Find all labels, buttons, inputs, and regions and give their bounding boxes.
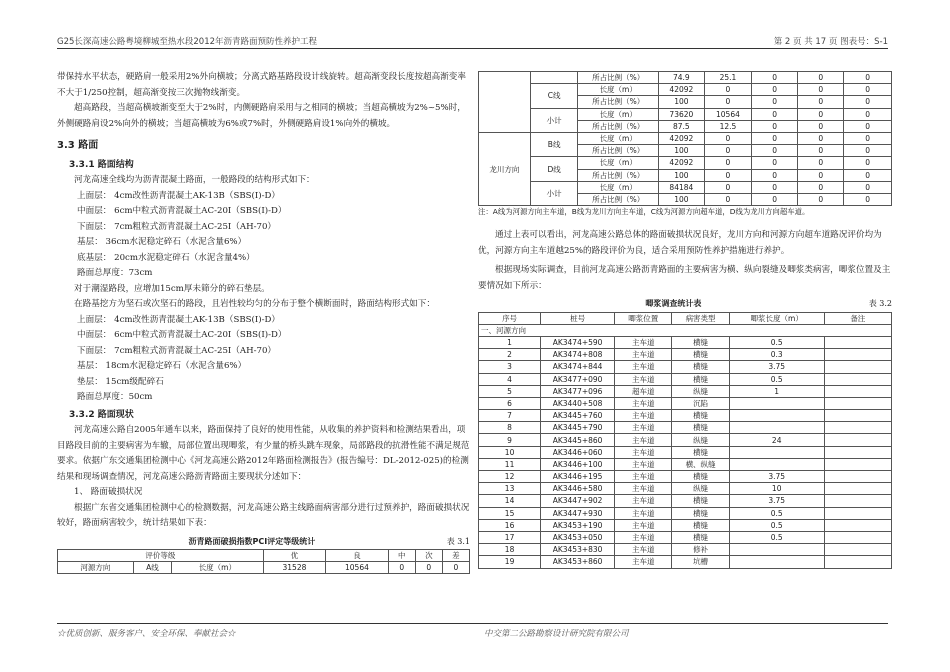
table-cell: 24 — [729, 434, 824, 446]
table-cell: 主车道 — [615, 531, 672, 543]
header-divider — [57, 48, 888, 49]
structure-line: 上面层： 4cm改性沥青混凝土AK-13B（SBS(I)-D） — [77, 190, 281, 201]
table-cell: 主车道 — [615, 397, 672, 409]
table-cell: 主车道 — [615, 507, 672, 519]
table-cell: AK3474+590 — [541, 336, 615, 348]
left-column — [57, 70, 470, 574]
table-cell — [729, 397, 824, 409]
table-cell: 0 — [704, 157, 751, 169]
table-row — [479, 446, 892, 458]
table-cell: AK3446+195 — [541, 471, 615, 483]
paragraph: 超高路段，当超高横坡渐变至大于2%时，内侧硬路肩采用与之相同的横坡；当超高横坡为2%~5%时，外侧硬路肩设2%向外的横坡；当超高横坡为6%或7%时，外侧硬路肩设1%向外的横坡。 — [57, 103, 466, 129]
paragraph: 通过上表可以看出，河龙高速公路总体的路面破损状况良好，龙川方向和河源方向超车道路况评价均为优，河源方向主车道越25%的路段评价为良，适合采用预防性养护措施进行养护。 — [478, 230, 882, 256]
table-cell: 42092 — [658, 84, 704, 96]
table-row — [479, 349, 892, 361]
pci-table — [57, 549, 470, 574]
table-cell — [824, 422, 891, 434]
table-cell: 0 — [844, 193, 892, 205]
table-cell: D线 — [530, 157, 578, 181]
table-cell: AK3445+790 — [541, 422, 615, 434]
table-cell: 14 — [479, 495, 541, 507]
table-cell: 8 — [479, 422, 541, 434]
table-cell: 主车道 — [615, 556, 672, 568]
table-cell: 横缝 — [672, 422, 729, 434]
table-cell: 主车道 — [615, 458, 672, 470]
table-cell: 0 — [798, 72, 844, 84]
table-cell: 0.5 — [729, 507, 824, 519]
table-cell: 0 — [752, 181, 798, 193]
table-cell: 0 — [798, 181, 844, 193]
paragraph: 带保持水平状态，硬路肩一般采用2%外向横坡；分离式路基路段设计线旋转。超高渐变段长度按超高渐变率不大于1/250控制，超高渐变按三次抛物线渐变。 — [57, 72, 466, 98]
table-cell: 0 — [752, 84, 798, 96]
table-cell: 19 — [479, 556, 541, 568]
table-cell: 31528 — [263, 562, 326, 574]
table-cell: 0 — [752, 132, 798, 144]
table-cell: 纵缝 — [672, 434, 729, 446]
table-cell: 长度（m） — [578, 181, 659, 193]
list-item-heading: 1、 路面破损状况 — [74, 487, 143, 497]
table-cell: 横缝 — [672, 507, 729, 519]
table-cell: 0 — [752, 145, 798, 157]
table-cell: 修补 — [672, 544, 729, 556]
table-group-row — [479, 324, 892, 336]
table-cell: 0 — [844, 132, 892, 144]
table-cell: 长度（m） — [578, 157, 659, 169]
table-cell: 0 — [704, 169, 751, 181]
structure-line: 基层： 18cm水泥稳定碎石（水泥含量6%） — [77, 361, 247, 371]
table-cell: 0 — [752, 96, 798, 108]
table-cell: 0 — [798, 193, 844, 205]
table-cell: 0 — [844, 157, 892, 169]
table-cell: 横缝 — [672, 410, 729, 422]
table-cell — [824, 519, 891, 531]
table-cell: 纵缝 — [672, 385, 729, 397]
table-cell: 0 — [704, 193, 751, 205]
table-cell: 0 — [704, 181, 751, 193]
table-note: 注：A线为河源方向主车道，B线为龙川方向主车道，C线为河源方向超车道，D线为龙川方向超车道。 — [478, 207, 810, 217]
table-header-cell: 差 — [442, 550, 469, 562]
table-number: 表 3.2 — [868, 299, 892, 309]
table-header-cell: 唧浆位置 — [615, 312, 672, 324]
table-cell: 0 — [844, 181, 892, 193]
table-cell: AK3445+760 — [541, 410, 615, 422]
structure-line: 下面层： 7cm粗粒式沥青混凝土AC-25I（AH-70） — [77, 345, 277, 356]
table-cell — [824, 458, 891, 470]
subsection-heading: 3.3.2 路面现状 — [69, 409, 134, 420]
table-cell: 主车道 — [615, 349, 672, 361]
table-cell: 主车道 — [615, 446, 672, 458]
table-cell — [824, 361, 891, 373]
structure-line: 基层： 36cm水泥稳定碎石（水泥含量6%） — [77, 237, 247, 247]
table-cell: AK3445+860 — [541, 434, 615, 446]
table-cell: 0 — [844, 120, 892, 132]
footer-divider — [57, 623, 888, 624]
table-cell: 1 — [479, 336, 541, 348]
paragraph: 对于潮湿路段，应增加15cm厚未筛分的碎石垫层。 — [74, 283, 270, 294]
table-cell: 主车道 — [615, 336, 672, 348]
table-cell: 4 — [479, 373, 541, 385]
table-cell: 18 — [479, 544, 541, 556]
structure-line: 底基层： 20cm水泥稳定碎石（水泥含量4%） — [77, 252, 255, 263]
table-cell: 龙川方向 — [479, 132, 531, 205]
table-row — [479, 556, 892, 568]
pumping-survey-table — [478, 312, 892, 569]
table-cell: 6 — [479, 397, 541, 409]
table-cell: 0 — [752, 120, 798, 132]
table-cell: 小计 — [530, 181, 578, 205]
table-caption — [478, 296, 892, 312]
table-cell: 0 — [798, 169, 844, 181]
table-cell: 横缝 — [672, 336, 729, 348]
table-cell: AK3453+860 — [541, 556, 615, 568]
table-cell: 长度（m） — [578, 84, 659, 96]
table-cell: 沉陷 — [672, 397, 729, 409]
table-cell: 长度（m） — [172, 562, 264, 574]
table-cell: 100 — [658, 145, 704, 157]
table-cell: 73620 — [658, 108, 704, 120]
table-cell: 0 — [704, 84, 751, 96]
structure-line: 垫层： 15cm级配碎石 — [77, 376, 164, 387]
header-left-title: G25长深高速公路粤境柳城至热水段2012年沥青路面预防性养护工程 — [57, 37, 318, 47]
table-cell: 0 — [798, 145, 844, 157]
table-cell — [824, 349, 891, 361]
table-header-row — [479, 312, 892, 324]
table-cell: 主车道 — [615, 483, 672, 495]
table-title: 唧浆调查统计表 — [645, 299, 702, 309]
table-cell: 河源方向 — [58, 562, 134, 574]
table-cell: AK3453+830 — [541, 544, 615, 556]
table-cell: 0 — [798, 157, 844, 169]
table-cell: 3.75 — [729, 361, 824, 373]
table-cell: 主车道 — [615, 495, 672, 507]
table-header-cell: 备注 — [824, 312, 891, 324]
table-row — [479, 531, 892, 543]
table-cell: AK3477+090 — [541, 373, 615, 385]
table-cell: 25.1 — [704, 72, 751, 84]
table-cell: AK3477+096 — [541, 385, 615, 397]
table-cell: 0 — [752, 108, 798, 120]
table-cell: 0 — [798, 84, 844, 96]
table-row — [479, 108, 892, 120]
table-row — [479, 410, 892, 422]
table-cell: 12 — [479, 471, 541, 483]
table-cell: 100 — [658, 193, 704, 205]
table-cell: 0 — [752, 193, 798, 205]
footer-company: 中交第二公路勘察设计研究院有限公司 — [484, 629, 629, 639]
table-cell: 横缝 — [672, 373, 729, 385]
table-number: 表 3.1 — [446, 536, 470, 546]
table-cell — [824, 471, 891, 483]
header-page-info: 第 2 页 共 17 页 图表号：S-1 — [773, 37, 888, 47]
table-cell: 纵缝 — [672, 483, 729, 495]
table-cell: 9 — [479, 434, 541, 446]
table-cell: AK3446+580 — [541, 483, 615, 495]
table-cell — [824, 556, 891, 568]
table-header-cell: 桩号 — [541, 312, 615, 324]
table-cell: 10 — [479, 446, 541, 458]
table-cell: 3 — [479, 361, 541, 373]
table-cell: C线 — [530, 84, 578, 108]
table-cell: 主车道 — [615, 519, 672, 531]
table-cell: B线 — [530, 132, 578, 156]
table-cell: 所占比例（%） — [578, 72, 659, 84]
table-cell: AK3453+190 — [541, 519, 615, 531]
table-cell: 0 — [844, 108, 892, 120]
table-cell: 0.3 — [729, 349, 824, 361]
table-cell: 12.5 — [704, 120, 751, 132]
table-cell: 0 — [415, 562, 442, 574]
table-cell: AK3447+902 — [541, 495, 615, 507]
table-cell: 主车道 — [615, 410, 672, 422]
table-row — [479, 519, 892, 531]
table-cell: 主车道 — [615, 544, 672, 556]
table-row — [479, 495, 892, 507]
table-cell: 横缝 — [672, 519, 729, 531]
table-cell: 主车道 — [615, 373, 672, 385]
table-header-cell: 评价等级 — [58, 550, 264, 562]
table-cell: 42092 — [658, 157, 704, 169]
table-header-cell: 优 — [263, 550, 326, 562]
table-cell: 0.5 — [729, 336, 824, 348]
table-cell: 100 — [658, 169, 704, 181]
table-row — [479, 483, 892, 495]
table-cell: 1 — [729, 385, 824, 397]
table-cell: 横缝 — [672, 446, 729, 458]
table-cell: 0 — [442, 562, 469, 574]
table-cell — [729, 422, 824, 434]
table-cell: 所占比例（%） — [578, 193, 659, 205]
table-row — [479, 373, 892, 385]
table-cell: 10564 — [326, 562, 389, 574]
table-cell: 0 — [844, 84, 892, 96]
structure-line: 路面总厚度：73cm — [77, 268, 153, 278]
table-cell: 0 — [798, 120, 844, 132]
table-header-cell: 序号 — [479, 312, 541, 324]
table-cell: 0 — [752, 157, 798, 169]
table-cell: 10564 — [704, 108, 751, 120]
table-cell: 0 — [844, 96, 892, 108]
table-cell — [729, 556, 824, 568]
table-cell — [729, 458, 824, 470]
table-header-cell: 次 — [415, 550, 442, 562]
table-cell: AK3446+060 — [541, 446, 615, 458]
table-cell — [824, 446, 891, 458]
table-row — [479, 84, 892, 96]
structure-line: 上面层： 4cm改性沥青混凝土AK-13B（SBS(I)-D） — [77, 314, 281, 325]
table-cell — [824, 507, 891, 519]
table-cell: 84184 — [658, 181, 704, 193]
table-header-cell: 中 — [388, 550, 415, 562]
table-cell: 0.5 — [729, 519, 824, 531]
table-cell: 0 — [752, 72, 798, 84]
table-cell: 所占比例（%） — [578, 96, 659, 108]
table-cell: 0 — [704, 132, 751, 144]
table-group-cell: 一、河源方向 — [479, 324, 892, 336]
table-cell: 0 — [704, 145, 751, 157]
structure-list — [57, 189, 470, 282]
right-column — [478, 71, 892, 569]
table-cell: 74.9 — [658, 72, 704, 84]
table-cell: 100 — [658, 96, 704, 108]
table-title: 沥青路面破损指数PCI评定等级统计 — [188, 536, 316, 546]
table-cell — [824, 434, 891, 446]
subsection-heading: 3.3.1 路面结构 — [69, 159, 134, 170]
table-row — [479, 181, 892, 193]
table-header-cell: 病害类型 — [672, 312, 729, 324]
paragraph: 在路基挖方为坚石或次坚石的路段，且岩性较均匀的分布于整个横断面时，路面结构形式如下： — [74, 299, 435, 309]
table-cell — [824, 531, 891, 543]
table-cell: 0 — [752, 169, 798, 181]
footer-slogan: ☆优质创新、服务客户、安全环保、奉献社会☆ — [57, 629, 236, 639]
table-cell: 长度（m） — [578, 132, 659, 144]
table-cell: 横缝 — [672, 531, 729, 543]
table-cell: 横缝 — [672, 471, 729, 483]
table-cell: 7 — [479, 410, 541, 422]
table-cell — [824, 336, 891, 348]
table-cell: 15 — [479, 507, 541, 519]
table-cell: 主车道 — [615, 361, 672, 373]
table-cell: AK3440+508 — [541, 397, 615, 409]
table-cell — [729, 410, 824, 422]
table-cell: 小计 — [530, 108, 578, 132]
table-cell: 0 — [388, 562, 415, 574]
table-cell: 横缝 — [672, 495, 729, 507]
table-cell: AK3447+930 — [541, 507, 615, 519]
table-cell: 0.5 — [729, 373, 824, 385]
table-row — [479, 471, 892, 483]
table-cell: 3.75 — [729, 471, 824, 483]
paragraph: 根据广东省交通集团检测中心的检测数据，河龙高速公路主线路面病害部分进行过预养护，路面破损状况较好，路面病害较少，统计结果如下表： — [57, 502, 470, 528]
table-cell: 横缝 — [672, 361, 729, 373]
table-cell: 16 — [479, 519, 541, 531]
structure-list — [57, 313, 470, 406]
table-cell — [530, 72, 578, 84]
table-cell: 0 — [844, 72, 892, 84]
table-cell — [824, 483, 891, 495]
table-cell: 0 — [844, 145, 892, 157]
structure-line: 中面层： 6cm中粒式沥青混凝土AC-20I（SBS(I)-D） — [77, 330, 287, 340]
table-row — [479, 422, 892, 434]
table-cell: 10 — [729, 483, 824, 495]
table-caption — [57, 534, 470, 550]
table-cell: 超车道 — [615, 385, 672, 397]
paragraph: 河龙高速公路自2005年通车以来，路面保持了良好的使用性能，从收集的养护资料和检测结果看出，项目路段目前的主要病害为车辙，局部位置出现唧浆，有少量的桥头跳车现象，局部路段的抗滑性能不满足规范要求。依据广东交通集团检测中心《河龙高速公路2012年路面检测报告》(报告编号：DL-2012-025)的检测结果和现场调查情况，河龙高速公路沥青路面主要现状分述如下： — [57, 425, 470, 482]
table-cell: 横、纵缝 — [672, 458, 729, 470]
table-cell: 0 — [704, 96, 751, 108]
table-cell: 坑槽 — [672, 556, 729, 568]
pci-table-continued — [478, 71, 892, 206]
table-cell: 主车道 — [615, 422, 672, 434]
table-row — [58, 562, 470, 574]
paragraph: 河龙高速全线均为沥青混凝土路面，一般路段的结构形式如下： — [74, 175, 315, 185]
table-cell: 所占比例（%） — [578, 169, 659, 181]
table-cell: 0 — [798, 96, 844, 108]
table-row — [479, 72, 892, 84]
table-row — [479, 132, 892, 144]
table-row — [479, 157, 892, 169]
table-header-cell: 良 — [326, 550, 389, 562]
table-row — [479, 385, 892, 397]
table-row — [479, 507, 892, 519]
table-cell — [729, 544, 824, 556]
table-cell: 0 — [844, 169, 892, 181]
table-cell: 2 — [479, 349, 541, 361]
table-cell: 0 — [798, 132, 844, 144]
table-cell: 5 — [479, 385, 541, 397]
table-cell: 长度（m） — [578, 108, 659, 120]
table-header-cell: 唧浆长度（m） — [729, 312, 824, 324]
table-cell: AK3474+844 — [541, 361, 615, 373]
table-cell — [824, 495, 891, 507]
table-row — [479, 397, 892, 409]
table-cell: AK3474+808 — [541, 349, 615, 361]
table-row — [479, 361, 892, 373]
table-cell — [824, 385, 891, 397]
table-cell: 42092 — [658, 132, 704, 144]
table-row — [479, 458, 892, 470]
table-cell: 横缝 — [672, 349, 729, 361]
table-row — [479, 336, 892, 348]
table-row — [479, 434, 892, 446]
table-cell — [824, 397, 891, 409]
table-row — [479, 544, 892, 556]
table-cell: AK3446+100 — [541, 458, 615, 470]
table-cell — [824, 410, 891, 422]
paragraph: 根据现场实际调查，目前河龙高速公路沥青路面的主要病害为横、纵向裂缝及唧浆类病害，唧浆位置及主要情况如下所示： — [478, 265, 891, 291]
structure-line: 中面层： 6cm中粒式沥青混凝土AC-20I（SBS(I)-D） — [77, 206, 287, 216]
table-cell: 13 — [479, 483, 541, 495]
structure-line: 路面总厚度：50cm — [77, 392, 153, 402]
table-cell: 3.75 — [729, 495, 824, 507]
table-cell: 17 — [479, 531, 541, 543]
table-cell: A线 — [133, 562, 171, 574]
table-cell — [479, 72, 531, 133]
table-cell: 11 — [479, 458, 541, 470]
table-cell: 0 — [798, 108, 844, 120]
table-cell: 主车道 — [615, 471, 672, 483]
section-heading: 3.3 路面 — [57, 140, 99, 151]
table-cell — [824, 373, 891, 385]
table-cell: AK3453+050 — [541, 531, 615, 543]
table-cell — [824, 544, 891, 556]
table-cell: 主车道 — [615, 434, 672, 446]
structure-line: 下面层： 7cm粗粒式沥青混凝土AC-25I（AH-70） — [77, 221, 277, 232]
table-cell — [729, 446, 824, 458]
table-cell: 所占比例（%） — [578, 120, 659, 132]
table-cell: 87.5 — [658, 120, 704, 132]
table-cell: 所占比例（%） — [578, 145, 659, 157]
table-cell: 0.5 — [729, 531, 824, 543]
